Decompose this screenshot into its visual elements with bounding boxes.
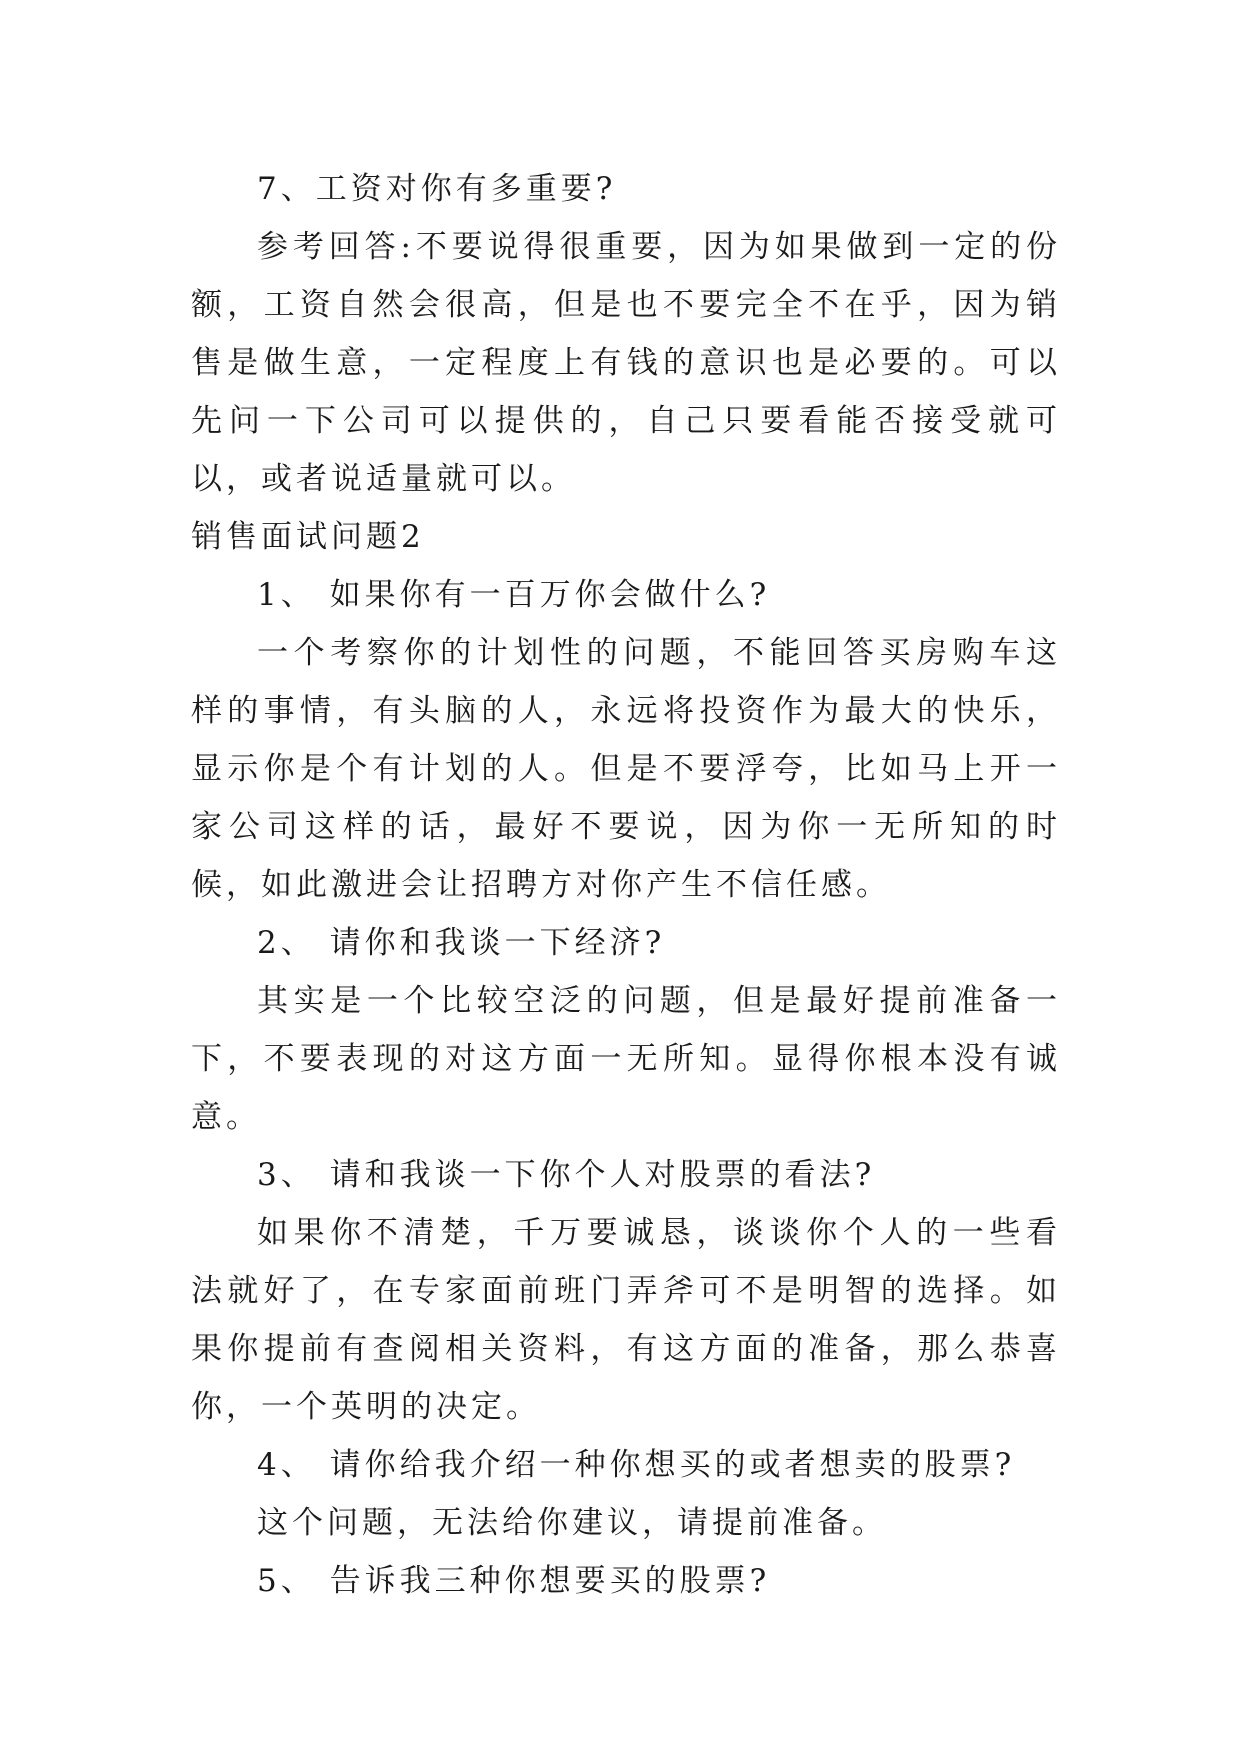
answer-1: 一个考察你的计划性的问题，不能回答买房购车这样的事情，有头脑的人，永远将投资作为最大的快乐，显示你是个有计划的人。但是不要浮夸，比如马上开一家公司这样的话，最好不要说，因为你一无所知的时候，如此激进会让招聘方对你产生不信任感。 [191,635,1061,903]
question-4: 4、 请你给我介绍一种你想买的或者想卖的股票? [257,1447,1016,1483]
section-heading: 销售面试问题2 [191,519,425,555]
answer-2: 其实是一个比较空泛的问题，但是最好提前准备一下，不要表现的对这方面一无所知。显得你根本没有诚意。 [191,983,1061,1135]
question-3: 3、 请和我谈一下你个人对股票的看法? [257,1157,876,1193]
answer-4: 这个问题，无法给你建议，请提前准备。 [257,1505,887,1541]
document-body [191,160,1061,1610]
question-1: 1、 如果你有一百万你会做什么? [257,577,771,613]
question-5: 5、 告诉我三种你想要买的股票? [257,1563,771,1599]
question-2: 2、 请你和我谈一下经济? [257,925,666,961]
answer-7: 参考回答:不要说得很重要，因为如果做到一定的份额，工资自然会很高，但是也不要完全不在乎，因为销售是做生意，一定程度上有钱的意识也是必要的。可以先问一下公司可以提供的，自己只要看能否接受就可以，或者说适量就可以。 [191,229,1061,497]
answer-3: 如果你不清楚，千万要诚恳，谈谈你个人的一些看法就好了，在专家面前班门弄斧可不是明智的选择。如果你提前有查阅相关资料，有这方面的准备，那么恭喜你，一个英明的决定。 [191,1215,1061,1425]
question-7: 7、工资对你有多重要? [257,171,617,207]
